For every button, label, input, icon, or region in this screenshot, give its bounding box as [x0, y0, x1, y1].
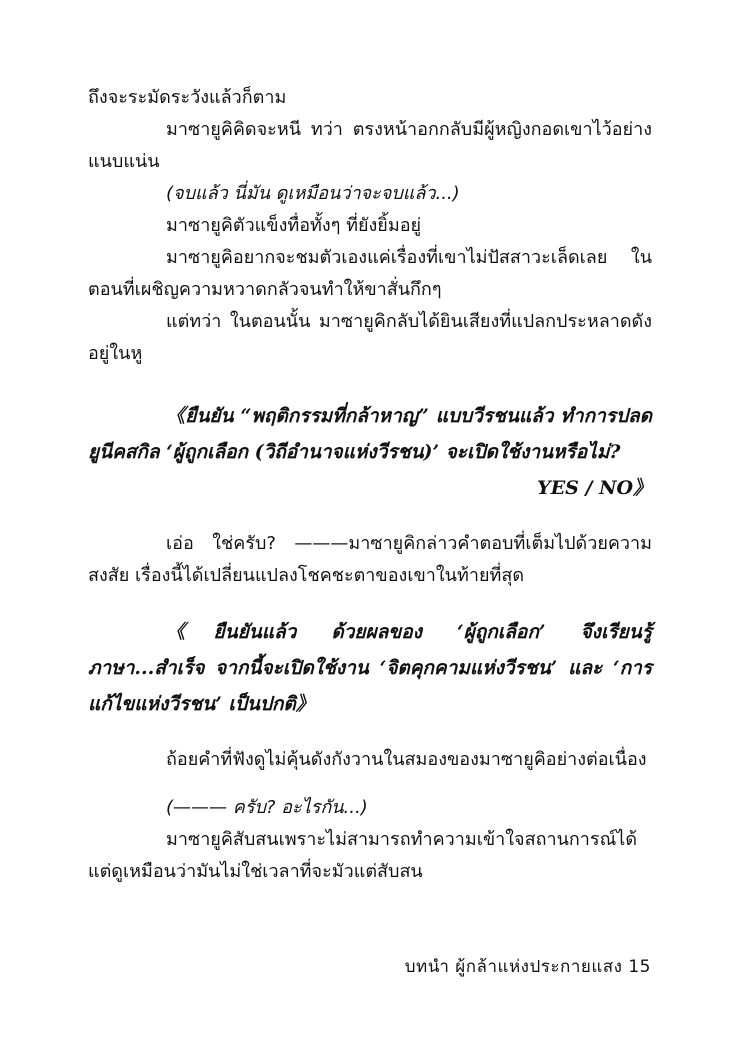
paragraph-4: มาซายูคิอยากจะชมตัวเองแค่เรื่องที่เขาไม่ปัสสาวะเล็ดเลย ในตอนที่เผชิญความหวาดกลัวจนทำให้ขาสั่นกึกๆ	[88, 247, 652, 300]
paragraph-5: แต่ทว่า ในตอนนั้น มาซายูคิกลับได้ยินเสียงที่แปลกประหลาดดังอยู่ในหู	[88, 311, 652, 364]
spacer	[88, 776, 652, 792]
paragraph-3: มาซายูคิตัวแข็งทื่อทั้งๆ ที่ยังยิ้มอยู่	[166, 215, 422, 236]
system-message-1-choice: YES / NO》	[537, 477, 652, 499]
inner-thought-2: (——— ครับ? อะไรกัน...)	[166, 797, 368, 818]
running-head-page-number: บทนำ ผู้กล้าแห่งประกายแสง 15	[404, 957, 651, 977]
paragraph-1: ถึงจะระมัดระวังแล้วก็ตาม	[88, 87, 287, 108]
spacer	[88, 370, 652, 398]
inner-thought-1: (จบแล้ว นี่มัน ดูเหมือนว่าจะจบแล้ว...)	[166, 183, 460, 204]
page-body	[88, 82, 652, 888]
paragraph-8: มาซายูคิสับสนเพราะไม่สามารถทำความเข้าใจสถานการณ์ได้ แต่ดูเหมือนว่ามันไม่ใช่เวลาที่จะมัวแต่สับสน	[88, 829, 638, 882]
paragraph-7: ถ้อยคำที่ฟังดูไม่คุ้นดังกังวานในสมองของมาซายูคิอย่างต่อเนื่อง	[166, 749, 647, 770]
system-message-1: 《ยืนยัน “พฤติกรรมที่กล้าหาญ” แบบวีรชนแล้ว ทำการปลดยูนีคสกิล ‘ผู้ถูกเลือก (วิถีอำนาจแห่งวีรชน)’ จะเปิดใช้งานหรือไม่?	[88, 405, 652, 463]
paragraph-6: เอ่อ ใช่ครับ? ———มาซายูคิกล่าวคำตอบที่เต็มไปด้วยความสงสัย เรื่องนี้ได้เปลี่ยนแปลงโชคชะตาของเขาในท้ายที่สุด	[88, 533, 652, 586]
paragraph-2: มาซายูคิคิดจะหนี ทว่า ตรงหน้าอกกลับมีผู้หญิงกอดเขาไว้อย่างแนบแน่น	[88, 119, 652, 172]
system-message-2: 《ยืนยันแล้ว ด้วยผลของ ‘ผู้ถูกเลือก’ จึงเรียนรู้ภาษา...สำเร็จ จากนี้จะเปิดใช้งาน ‘จิตคุกคามแห่งวีรชน’ และ ‘การแก้ไขแห่งวีรชน’ เป็นปกติ》	[88, 621, 652, 715]
spacer	[88, 592, 652, 614]
spacer	[88, 722, 652, 744]
spacer	[88, 506, 652, 528]
